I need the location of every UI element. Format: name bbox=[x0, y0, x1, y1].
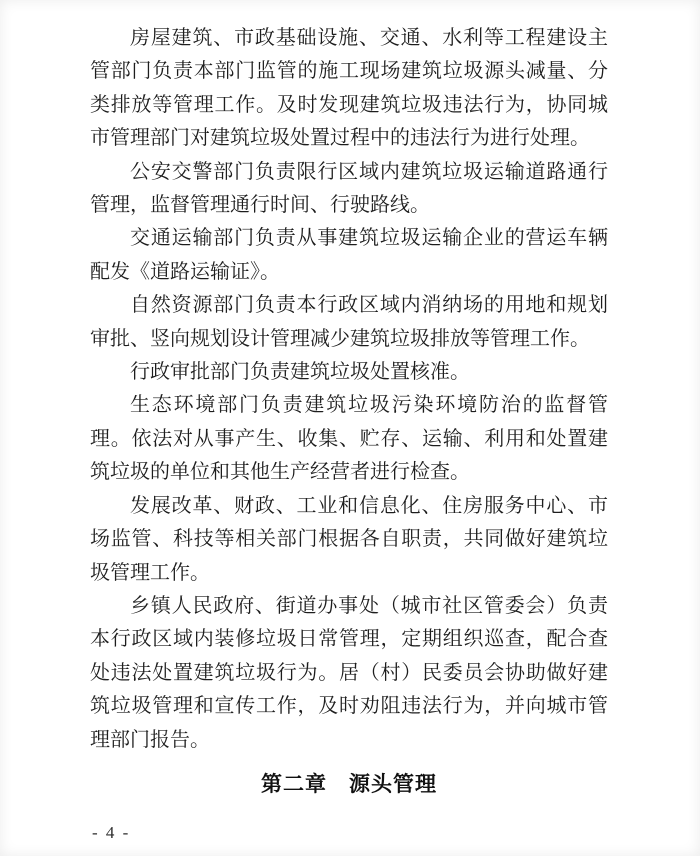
body-paragraph: 交通运输部门负责从事建筑垃圾运输企业的营运车辆配发《道路运输证》。 bbox=[90, 227, 608, 283]
document-body bbox=[90, 22, 608, 801]
page-number: - 4 - bbox=[92, 823, 131, 842]
body-paragraph: 行政审批部门负责建筑垃圾处置核准。 bbox=[130, 361, 470, 384]
body-paragraph: 公安交警部门负责限行区域内建筑垃圾运输道路通行管理，监督管理通行时间、行驶路线。 bbox=[90, 160, 608, 217]
body-paragraph: 房屋建筑、市政基础设施、交通、水利等工程建设主管部门负责本部门监管的施工现场建筑垃圾源头减量、分类排放等管理工作。及时发现建筑垃圾违法行为，协同城市管理部门对建筑垃圾处置过程中的违法行为进行处理。 bbox=[90, 27, 608, 150]
body-paragraph: 发展改革、财政、工业和信息化、住房服务中心、市场监管、科技等相关部门根据各自职责，共同做好建筑垃圾管理工作。 bbox=[90, 494, 608, 584]
body-paragraph: 生态环境部门负责建筑垃圾污染环境防治的监督管理。依法对从事产生、收集、贮存、运输、利用和处置建筑垃圾的单位和其他生产经营者进行检查。 bbox=[90, 394, 608, 484]
chapter-heading: 第二章 源头管理 bbox=[261, 772, 437, 796]
body-paragraph: 自然资源部门负责本行政区域内消纳场的用地和规划审批、竖向规划设计管理减少建筑垃圾排放等管理工作。 bbox=[90, 294, 608, 350]
body-paragraph: 乡镇人民政府、街道办事处（城市社区管委会）负责本行政区域内装修垃圾日常管理，定期组织巡查，配合查处违法处置建筑垃圾行为。居（村）民委员会协助做好建筑垃圾管理和宣传工作，及时劝阻违法行为，并向城市管理部门报告。 bbox=[90, 594, 608, 751]
